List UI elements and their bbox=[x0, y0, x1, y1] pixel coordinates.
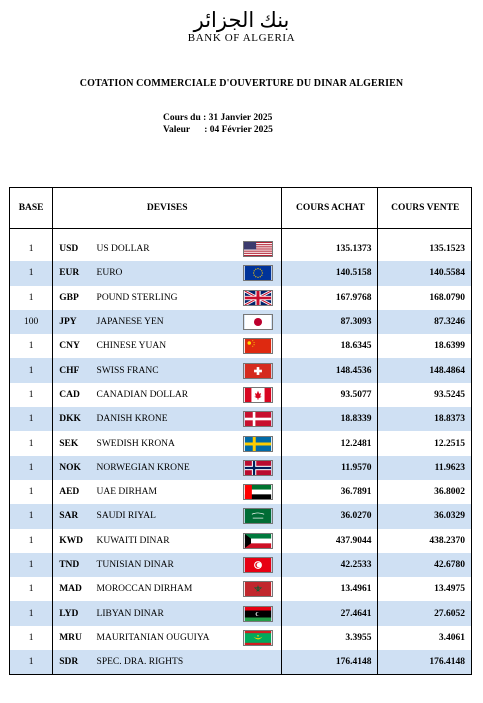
row-currency-name: KUWAITI DINAR bbox=[96, 535, 170, 546]
row-cours-achat: 11.9570 bbox=[282, 456, 378, 480]
table-row bbox=[10, 286, 472, 310]
norway-flag-icon bbox=[243, 460, 273, 476]
logo-arabic-text: بنك الجزائر bbox=[193, 8, 290, 32]
table-header-row bbox=[10, 188, 472, 229]
cours-label: Cours du bbox=[163, 113, 201, 123]
japan-flag-icon bbox=[243, 314, 273, 330]
row-currency-name: MAURITANIAN OUGUIYA bbox=[96, 632, 210, 643]
row-cours-achat: 87.3093 bbox=[282, 310, 378, 334]
sweden-flag-icon bbox=[243, 436, 273, 452]
rates-table bbox=[9, 187, 472, 675]
row-cours-achat: 437.9044 bbox=[282, 529, 378, 553]
row-flag-cell bbox=[235, 601, 282, 625]
row-cours-vente: 140.5584 bbox=[378, 261, 472, 285]
row-code: CNY bbox=[59, 341, 80, 352]
row-flag-cell bbox=[235, 286, 282, 310]
row-code: JPY bbox=[53, 310, 97, 334]
bank-logo bbox=[0, 6, 483, 44]
table-row bbox=[10, 456, 472, 480]
row-code: MAD bbox=[59, 584, 82, 595]
row-cours-achat: 36.7891 bbox=[282, 480, 378, 504]
row-code: GBP bbox=[59, 292, 79, 303]
row-code: DKK bbox=[53, 407, 97, 431]
row-cours-vente: 13.4975 bbox=[434, 584, 465, 595]
row-flag-cell bbox=[235, 237, 282, 261]
row-base: 100 bbox=[10, 310, 53, 334]
row-flag-cell bbox=[235, 553, 282, 577]
row-code: CAD bbox=[59, 389, 80, 400]
row-base: 1 bbox=[10, 650, 53, 675]
table-row bbox=[10, 431, 472, 455]
row-base: 1 bbox=[10, 383, 53, 407]
row-flag-cell bbox=[235, 577, 282, 601]
uae-flag-icon bbox=[243, 484, 273, 500]
row-cours-vente: 438.2370 bbox=[429, 535, 465, 546]
row-currency-name: CANADIAN DOLLAR bbox=[96, 389, 189, 400]
row-cours-achat: 12.2481 bbox=[282, 431, 378, 455]
table-row bbox=[10, 334, 472, 358]
row-cours-vente: 168.0790 bbox=[429, 292, 465, 303]
row-cours-vente: 93.5245 bbox=[434, 389, 465, 400]
table-row bbox=[10, 650, 472, 675]
table-row bbox=[10, 383, 472, 407]
row-cours-achat: 140.5158 bbox=[282, 261, 378, 285]
saudi-flag-icon bbox=[243, 508, 273, 524]
row-code: SAR bbox=[53, 504, 97, 528]
row-currency-name: SPEC. DRA. RIGHTS bbox=[97, 650, 235, 675]
kuwait-flag-icon bbox=[243, 533, 273, 549]
table-row bbox=[10, 480, 472, 504]
row-code: NOK bbox=[53, 456, 97, 480]
row-code: MRU bbox=[59, 632, 82, 643]
row-code: SEK bbox=[59, 438, 79, 449]
usa-flag-icon bbox=[243, 241, 273, 257]
table-row bbox=[10, 504, 472, 528]
row-flag-cell bbox=[235, 480, 282, 504]
row-currency-name: SAUDI RIYAL bbox=[97, 504, 235, 528]
row-currency-name: POUND STERLING bbox=[96, 292, 178, 303]
spacer-row bbox=[10, 229, 472, 238]
row-flag-cell bbox=[235, 383, 282, 407]
china-flag-icon bbox=[243, 338, 273, 354]
header-vente: COURS VENTE bbox=[378, 188, 472, 229]
row-currency-name: SWISS FRANC bbox=[97, 358, 235, 382]
row-flag-cell bbox=[235, 310, 282, 334]
row-cours-vente: 135.1523 bbox=[429, 244, 465, 255]
row-cours-vente: 3.4061 bbox=[438, 632, 465, 643]
row-cours-achat: 27.4641 bbox=[282, 601, 378, 625]
row-cours-vente: 148.4864 bbox=[378, 358, 472, 382]
table-row bbox=[10, 407, 472, 431]
switzerland-flag-icon bbox=[243, 363, 273, 379]
row-flag-cell bbox=[235, 334, 282, 358]
table-row bbox=[10, 310, 472, 334]
table-row bbox=[10, 237, 472, 261]
row-cours-achat: 42.2533 bbox=[282, 553, 378, 577]
row-currency-name: CHINESE YUAN bbox=[96, 341, 167, 352]
table-row bbox=[10, 358, 472, 382]
table-row bbox=[10, 261, 472, 285]
row-flag-cell bbox=[235, 650, 282, 675]
canada-flag-icon bbox=[243, 387, 273, 403]
table-row bbox=[10, 601, 472, 625]
row-currency-name: MOROCCAN DIRHAM bbox=[96, 584, 193, 595]
row-base: 1 bbox=[10, 407, 53, 431]
logo-english-text: BANK OF ALGERIA bbox=[187, 32, 296, 44]
row-cours-achat: 167.9768 bbox=[282, 286, 378, 310]
row-code: EUR bbox=[53, 261, 97, 285]
denmark-flag-icon bbox=[243, 411, 273, 427]
row-base: 1 bbox=[10, 286, 53, 310]
row-code: LYD bbox=[53, 601, 97, 625]
tunisia-flag-icon bbox=[243, 557, 273, 573]
table-row bbox=[10, 529, 472, 553]
row-cours-achat: 148.4536 bbox=[282, 358, 378, 382]
row-cours-vente: 27.6052 bbox=[378, 601, 472, 625]
row-cours-vente: 176.4148 bbox=[378, 650, 472, 675]
row-flag-cell bbox=[235, 431, 282, 455]
row-cours-vente: 87.3246 bbox=[378, 310, 472, 334]
row-currency-name: US DOLLAR bbox=[96, 244, 150, 255]
eu-flag-icon bbox=[243, 265, 273, 281]
valeur-date: 04 Février 2025 bbox=[209, 125, 273, 135]
row-code: TND bbox=[53, 553, 97, 577]
date-block: Cours du : 31 Janvier 2025 Valeur : 04 Février 2025 bbox=[163, 113, 273, 135]
row-currency-name: UAE DIRHAM bbox=[96, 487, 157, 498]
header-base: BASE bbox=[10, 188, 53, 229]
table-row bbox=[10, 626, 472, 650]
row-base: 1 bbox=[10, 261, 53, 285]
row-cours-vente: 11.9623 bbox=[378, 456, 472, 480]
mauritania-flag-icon bbox=[243, 630, 273, 646]
row-currency-name: JAPANESE YEN bbox=[97, 310, 235, 334]
row-cours-achat: 13.4961 bbox=[282, 577, 378, 601]
row-currency-name: EURO bbox=[97, 261, 235, 285]
row-cours-vente: 12.2515 bbox=[434, 438, 465, 449]
row-flag-cell bbox=[235, 626, 282, 650]
row-cours-achat: 135.1373 bbox=[282, 237, 378, 261]
row-flag-cell bbox=[235, 456, 282, 480]
row-base: 1 bbox=[10, 456, 53, 480]
row-currency-name: LIBYAN DINAR bbox=[97, 601, 235, 625]
row-cours-vente: 18.6399 bbox=[434, 341, 465, 352]
row-base: 1 bbox=[10, 553, 53, 577]
table-row bbox=[10, 553, 472, 577]
row-cours-vente: 42.6780 bbox=[378, 553, 472, 577]
morocco-flag-icon bbox=[243, 581, 273, 597]
row-code: KWD bbox=[59, 535, 83, 546]
libya-flag-icon bbox=[243, 606, 273, 622]
row-cours-achat: 36.0270 bbox=[282, 504, 378, 528]
row-base: 1 bbox=[10, 480, 53, 504]
cours-date: 31 Janvier 2025 bbox=[208, 113, 273, 123]
row-base: 1 bbox=[10, 601, 53, 625]
row-cours-achat: 18.6345 bbox=[282, 334, 378, 358]
uk-flag-icon bbox=[243, 290, 273, 306]
row-flag-cell bbox=[235, 504, 282, 528]
row-code: SDR bbox=[53, 650, 97, 675]
row-cours-achat: 3.3955 bbox=[282, 626, 378, 650]
row-currency-name: NORWEGIAN KRONE bbox=[97, 456, 235, 480]
row-base: 1 bbox=[10, 237, 53, 261]
row-base: 1 bbox=[10, 529, 53, 553]
header-achat: COURS ACHAT bbox=[282, 188, 378, 229]
row-base: 1 bbox=[10, 504, 53, 528]
row-base: 1 bbox=[10, 431, 53, 455]
row-currency-name: SWEDISH KRONA bbox=[96, 438, 175, 449]
table-row bbox=[10, 577, 472, 601]
row-cours-vente: 36.8002 bbox=[434, 487, 465, 498]
row-cours-achat: 176.4148 bbox=[282, 650, 378, 675]
page-title: COTATION COMMERCIALE D'OUVERTURE DU DINAR ALGERIEN bbox=[79, 78, 404, 89]
row-flag-cell bbox=[235, 407, 282, 431]
row-base: 1 bbox=[10, 577, 53, 601]
row-code: AED bbox=[59, 487, 80, 498]
row-currency-name: DANISH KRONE bbox=[97, 407, 235, 431]
row-cours-achat: 93.5077 bbox=[282, 383, 378, 407]
row-cours-vente: 36.0329 bbox=[378, 504, 472, 528]
row-flag-cell bbox=[235, 529, 282, 553]
row-currency-name: TUNISIAN DINAR bbox=[97, 553, 235, 577]
row-base: 1 bbox=[10, 358, 53, 382]
valeur-label: Valeur bbox=[163, 125, 190, 135]
row-cours-achat: 18.8339 bbox=[282, 407, 378, 431]
row-code: USD bbox=[59, 244, 79, 255]
row-base: 1 bbox=[10, 334, 53, 358]
header-devises: DEVISES bbox=[53, 188, 282, 229]
row-flag-cell bbox=[235, 358, 282, 382]
row-cours-vente: 18.8373 bbox=[378, 407, 472, 431]
row-code: CHF bbox=[53, 358, 97, 382]
row-base: 1 bbox=[10, 626, 53, 650]
row-flag-cell bbox=[235, 261, 282, 285]
